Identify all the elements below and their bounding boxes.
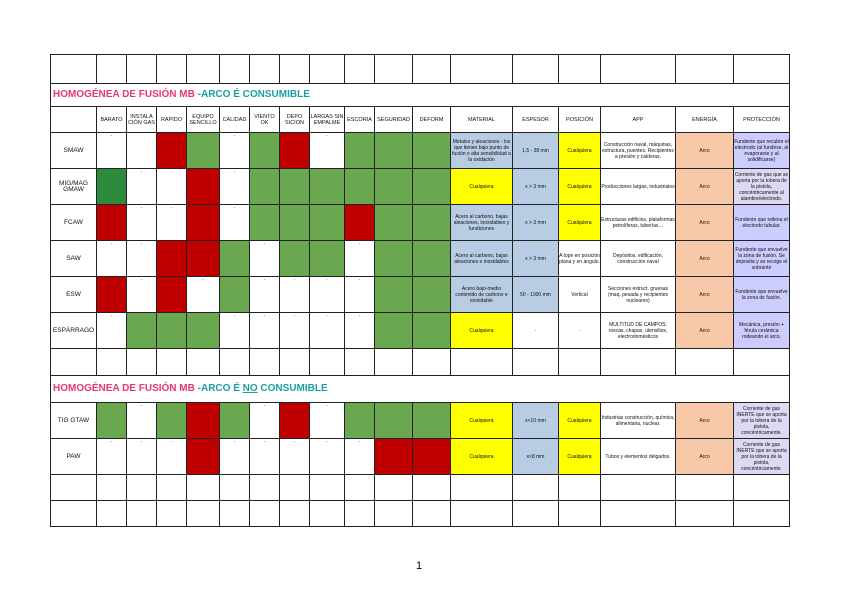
rating-cell [250,205,280,241]
empty-cell [127,475,157,501]
column-header: PROTECCIÓN [734,107,790,133]
process-name: MIG/MAG GMAW [51,169,97,205]
rating-cell [187,241,220,277]
column-header: SEGURIDAD [375,107,413,133]
rating-cell [375,403,413,439]
empty-cell [157,55,187,84]
posicion-cell: Cualquiera [559,403,601,439]
empty-cell [375,55,413,84]
energia-cell: Arco [676,277,734,313]
rating-cell [157,241,187,277]
empty-cell [601,475,676,501]
rating-cell: · [187,277,220,313]
rating-cell [280,241,310,277]
empty-cell [345,475,375,501]
empty-cell [345,501,375,527]
app-cell: Secciones estruct. gruesas (maq. pesada y recipientes nucleares) [601,277,676,313]
section-title-row [51,376,790,403]
rating-cell: · [157,205,187,241]
rating-cell [413,439,451,475]
rating-cell [375,313,413,349]
espesor-cell: x > 3 mm [513,205,559,241]
rating-cell [220,403,250,439]
rating-cell [345,205,375,241]
process-name: TIG GTAW [51,403,97,439]
espesor-cell: 50 - 1000 mm [513,277,559,313]
empty-cell [734,501,790,527]
empty-cell [187,349,220,376]
energia-cell: Arco [676,169,734,205]
empty-cell [97,349,127,376]
process-name: ESW [51,277,97,313]
rating-cell [157,403,187,439]
empty-cell [310,55,345,84]
proteccion-cell: Corriente de gas INERTE que se aporta por la tobera de la pistola, concéntricamente. [734,403,790,439]
empty-cell [97,55,127,84]
empty-cell [451,55,513,84]
empty-cell [601,349,676,376]
rating-cell: · [345,313,375,349]
rating-cell: · [127,169,157,205]
empty-cell [559,349,601,376]
rating-cell [97,277,127,313]
process-row [51,313,790,349]
rating-cell [345,169,375,205]
rating-cell: · [157,439,187,475]
rating-cell [280,169,310,205]
rating-cell [413,169,451,205]
empty-cell [451,349,513,376]
rating-cell: · [127,241,157,277]
column-header: EQUIPO SENCILLO [187,107,220,133]
column-header: CALIDAD [220,107,250,133]
empty-cell [250,501,280,527]
rating-cell [345,403,375,439]
column-header: DEFORM [413,107,451,133]
title-part: DE FUSIÓN MB [122,89,198,100]
empty-cell [51,55,97,84]
page-number: 1 [416,560,423,572]
rating-cell [97,169,127,205]
rating-cell [157,277,187,313]
title-part: DE FUSIÓN MB [122,383,198,394]
process-row [51,133,790,169]
process-row [51,277,790,313]
rating-cell: · [97,241,127,277]
process-name: FCAW [51,205,97,241]
rating-cell: · [97,313,127,349]
rating-cell: · [220,313,250,349]
app-cell: Estructuras edificios, plataformas petrolíferas, tuberías… [601,205,676,241]
rating-cell [310,241,345,277]
app-cell: Industrias construcción, química, alimentaria, nuclear. [601,403,676,439]
energia-cell: Arco [676,133,734,169]
rating-cell [250,133,280,169]
proteccion-cell: Corriente de gas INERTE que se aporta por la tobera de la pistola, concéntricamente. [734,439,790,475]
title-part: CONSUMIBLE [257,383,328,394]
rating-cell: · [127,403,157,439]
rating-cell [413,133,451,169]
material-cell: Acero bajo-medio contenido de carbono e inoxidable [451,277,513,313]
empty-row [51,349,790,376]
rating-cell: · [127,439,157,475]
rating-cell [310,169,345,205]
rating-cell [413,241,451,277]
empty-cell [676,55,734,84]
title-part: HOMOGÉNEA [53,383,123,394]
posicion-cell: A tope en posición plana y en ángulo. [559,241,601,277]
rating-cell [413,313,451,349]
empty-cell [220,501,250,527]
empty-cell [513,55,559,84]
section-title-filler [345,376,790,403]
section-title [51,84,345,107]
rating-cell: · [250,439,280,475]
rating-cell [187,133,220,169]
app-cell: Construcción naval, máquinas, estructura, puentes. Recipientes a presión y calderas. [601,133,676,169]
empty-cell [187,55,220,84]
empty-cell [97,475,127,501]
column-header: DEPO SICION [280,107,310,133]
empty-cell [280,501,310,527]
posicion-cell: · [559,313,601,349]
column-header: VIENTO OK [250,107,280,133]
posicion-cell: Cualquiera [559,205,601,241]
proteccion-cell: Fundente que recubre el electrodo (al fundirse, al evaporarse y al solidificarse) [734,133,790,169]
espesor-cell: · [513,313,559,349]
rating-cell: · [250,241,280,277]
rating-cell [187,439,220,475]
rating-cell [187,169,220,205]
empty-cell [676,475,734,501]
column-header: POSICIÓN [559,107,601,133]
empty-cell [375,349,413,376]
empty-cell [734,349,790,376]
rating-cell [413,277,451,313]
empty-cell [734,55,790,84]
rating-cell [375,205,413,241]
energia-cell: Arco [676,241,734,277]
empty-cell [451,501,513,527]
section-title-filler [345,84,790,107]
rating-cell: · [97,439,127,475]
empty-cell [187,501,220,527]
empty-cell [51,475,97,501]
empty-cell [676,501,734,527]
proteccion-cell: Fundente que envuelve la zona de fusión. [734,277,790,313]
process-row [51,169,790,205]
empty-cell [220,349,250,376]
empty-cell [250,475,280,501]
material-cell: Cualquiera [451,403,513,439]
energia-cell: Arco [676,439,734,475]
empty-cell [157,349,187,376]
rating-cell: · [310,313,345,349]
app-cell: Tubos y elementos delgados. [601,439,676,475]
app-cell: Producciones largas, industriales [601,169,676,205]
espesor-cell: 1,5 - 38 mm [513,133,559,169]
process-name: PAW [51,439,97,475]
empty-cell [601,55,676,84]
rating-cell: · [157,169,187,205]
header-row [51,107,790,133]
section-title [51,376,345,403]
column-header: RAPIDO [157,107,187,133]
rating-cell [220,241,250,277]
energia-cell: Arco [676,403,734,439]
empty-cell [127,55,157,84]
material-cell: Cualquiera [451,439,513,475]
rating-cell: · [220,133,250,169]
rating-cell [375,241,413,277]
rating-cell: · [220,205,250,241]
empty-cell [51,501,97,527]
rating-cell: · [127,205,157,241]
rating-cell [127,133,157,169]
empty-cell [157,501,187,527]
proteccion-cell: Fundente que envuelve la zona de fusión. Se deposita y se recoge el sobrante [734,241,790,277]
material-cell: Cualquiera [451,313,513,349]
rating-cell [375,169,413,205]
energia-cell: Arco [676,205,734,241]
empty-cell [345,55,375,84]
rating-cell [187,403,220,439]
rating-cell [157,313,187,349]
rating-cell: · [345,439,375,475]
empty-cell [413,475,451,501]
rating-cell: · [250,277,280,313]
empty-cell [127,501,157,527]
empty-cell [157,475,187,501]
rating-cell: · [345,277,375,313]
rating-cell [413,205,451,241]
welding-table [50,54,790,527]
rating-cell [375,439,413,475]
rating-cell [280,133,310,169]
empty-cell [280,475,310,501]
rating-cell: · [220,169,250,205]
material-cell: Metales y aleaciones - los que tienen bajo punto de fusión o alta sensibilidad a la oxidación [451,133,513,169]
empty-cell [127,349,157,376]
empty-cell [451,475,513,501]
posicion-cell: Cualquiera [559,169,601,205]
empty-cell [280,55,310,84]
column-header: APP [601,107,676,133]
empty-cell [375,501,413,527]
material-cell: Acero al carbono, bajas aleaciones e inoxidables [451,241,513,277]
empty-cell [187,475,220,501]
espesor-cell: x<8 mm [513,439,559,475]
material-cell: Acero al carbono, bajas aleaciones, inoxidables y fundiciones [451,205,513,241]
app-cell: MULTITUD DE CAMPOS: roscas, chapas, utensilios, electrodomésticos [601,313,676,349]
empty-cell [513,501,559,527]
empty-cell [513,475,559,501]
rating-cell: · [280,277,310,313]
empty-cell [559,475,601,501]
rating-cell [187,205,220,241]
title-part: HOMOGÉNEA [53,89,123,100]
process-row [51,439,790,475]
proteccion-cell: Mecánica, presión + férula cerámica rodeando el arco. [734,313,790,349]
rating-cell: · [310,277,345,313]
empty-cell [601,501,676,527]
title-part: -ARCO É [197,383,243,394]
empty-cell [310,501,345,527]
rating-cell [187,313,220,349]
rating-cell [220,277,250,313]
section-title-row [51,84,790,107]
rating-cell [97,403,127,439]
rating-cell [375,277,413,313]
rating-cell: · [280,439,310,475]
column-header: BARATO [97,107,127,133]
energia-cell: Arco [676,313,734,349]
column-header: ENERGÍA [676,107,734,133]
empty-cell [280,349,310,376]
app-cell: Depósitos, edificación, construcción naval [601,241,676,277]
material-cell: Cualquiera [451,169,513,205]
title-part: -ARCO É CONSUMIBLE [197,89,310,100]
process-name: SAW [51,241,97,277]
process-row [51,205,790,241]
empty-cell [375,475,413,501]
column-header: LARGAS SIN EMPALME [310,107,345,133]
rating-cell: · [250,403,280,439]
empty-cell [413,501,451,527]
empty-cell [734,475,790,501]
empty-cell [51,349,97,376]
posicion-cell: Cualquiera [559,133,601,169]
empty-row [51,501,790,527]
rating-cell: · [220,439,250,475]
rating-cell: · [280,313,310,349]
column-header: ESCORIA [345,107,375,133]
rating-cell [310,205,345,241]
rating-cell: · [310,133,345,169]
espesor-cell: x > 3 mm [513,241,559,277]
rating-cell [345,133,375,169]
posicion-cell: Vertical [559,277,601,313]
rating-cell [280,403,310,439]
column-header: INSTALA CIÓN GAS [127,107,157,133]
rating-cell [157,133,187,169]
process-row [51,241,790,277]
process-name: ESPÁRRAGO [51,313,97,349]
empty-cell [345,349,375,376]
rating-cell: · [310,403,345,439]
header-corner [51,107,97,133]
empty-cell [676,349,734,376]
empty-cell [559,501,601,527]
rating-cell [280,205,310,241]
empty-cell [310,349,345,376]
rating-cell [413,403,451,439]
empty-row [51,55,790,84]
process-row [51,403,790,439]
process-name: SMAW [51,133,97,169]
rating-cell: · [97,133,127,169]
espesor-cell: x<10 mm [513,403,559,439]
rating-cell: · [250,313,280,349]
column-header: ESPESOR [513,107,559,133]
empty-cell [250,55,280,84]
empty-cell [413,349,451,376]
rating-cell: · [310,439,345,475]
empty-cell [220,475,250,501]
empty-cell [559,55,601,84]
rating-cell [97,205,127,241]
rating-cell [127,313,157,349]
rating-cell: · [127,277,157,313]
column-header: MATERIAL [451,107,513,133]
rating-cell: · [345,241,375,277]
proteccion-cell: Fundente que rellena el electrodo tubular. [734,205,790,241]
empty-cell [97,501,127,527]
espesor-cell: x > 3 mm [513,169,559,205]
empty-cell [220,55,250,84]
empty-cell [413,55,451,84]
empty-cell [513,349,559,376]
rating-cell [375,133,413,169]
rating-cell [250,169,280,205]
empty-row [51,475,790,501]
empty-cell [310,475,345,501]
posicion-cell: Cualquiera [559,439,601,475]
proteccion-cell: Corriente de gas que se aporta por la tobera de la pistola, concéntricamente al alambre/electrodo. [734,169,790,205]
empty-cell [250,349,280,376]
title-part: NO [242,383,258,394]
